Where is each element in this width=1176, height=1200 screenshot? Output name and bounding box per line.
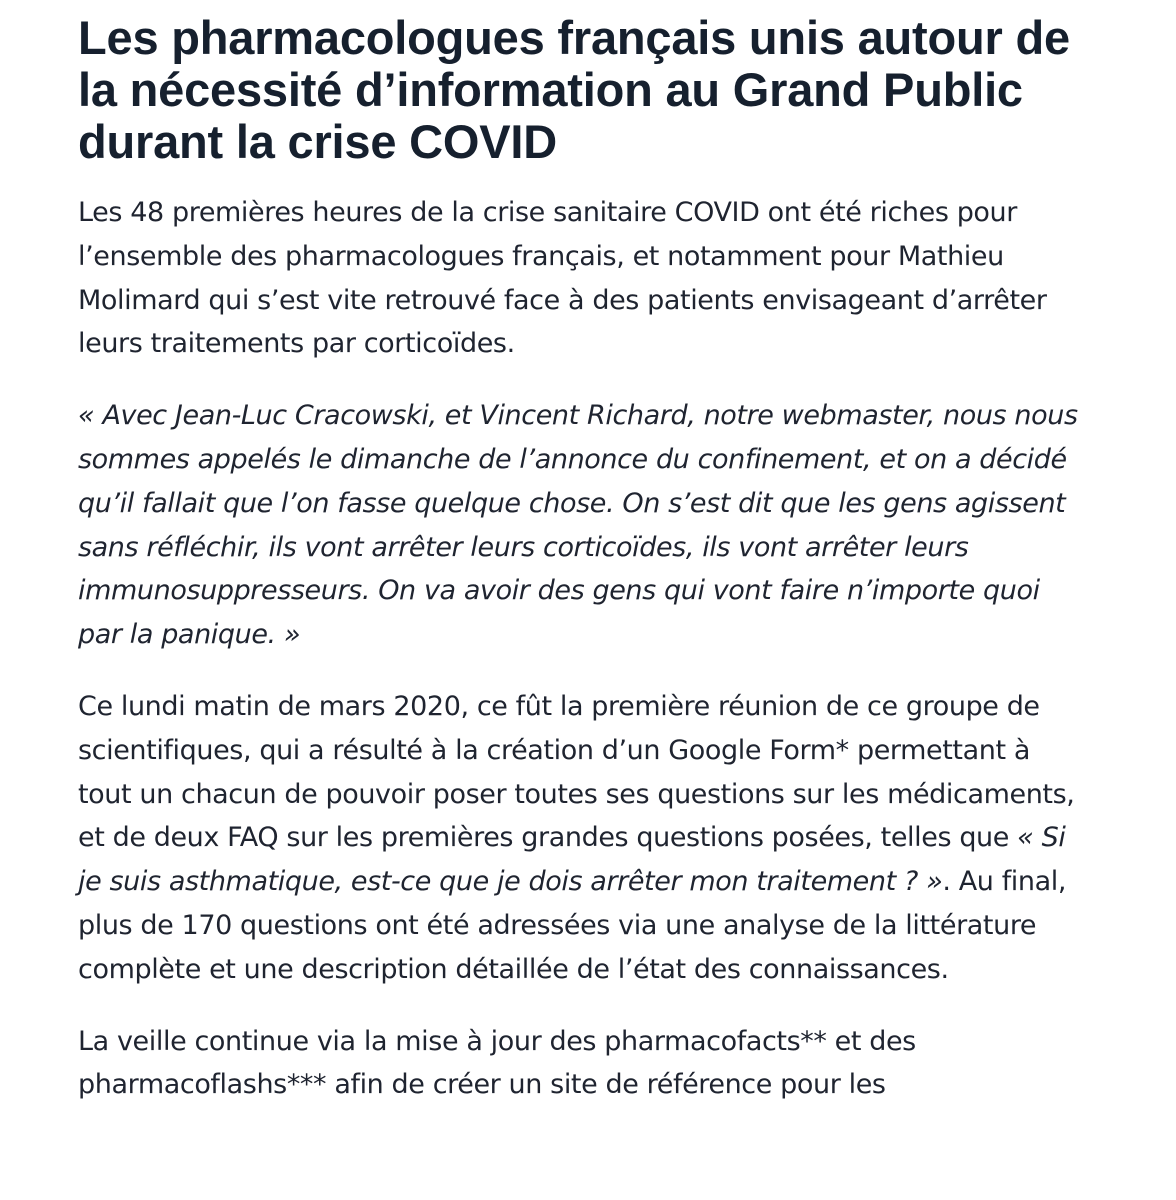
paragraph-intro: Les 48 premières heures de la crise sanitaire COVID ont été riches pour l’ensemble des pharmacologues français, et notamment pour Mathieu Molimard qui s’est vite retrouvé face à des patients envisageant d’arrêter leurs traitements par corticoïdes. — [78, 197, 1047, 360]
paragraph-watch: La veille continue via la mise à jour des pharmacofacts** et des pharmacoflashs*** afin de créer un site de référence pour les — [78, 1025, 916, 1101]
quote-paragraph: « Avec Jean-Luc Cracowski, et Vincent Richard, notre webmaster, nous nous sommes appelés le dimanche de l’annonce du confinement, et on a décidé qu’il fallait que l’on fasse quelque chose. On s’est dit que les gens agissent sans réfléchir, ils vont arrêter leurs corticoïdes, ils vont arrêter leurs immunosuppresseurs. On va avoir des gens qui vont faire n’importe quoi par la panique. » — [78, 400, 1078, 651]
article — [78, 12, 1088, 1107]
article-title: Les pharmacologues français unis autour de la nécessité d’information au Grand Public durant la crise COVID — [78, 11, 1070, 168]
paragraph-meeting-quote: « Si je suis asthmatique, est-ce que je dois arrêter mon traitement ? » — [78, 822, 1066, 898]
paragraph-meeting-text: Ce lundi matin de mars 2020, ce fût la première réunion de ce groupe de scientifiques, qui a résulté à la création d’un Google Form* permettant à tout un chacun de pouvoir poser toutes ses questions sur les médicaments, et de deux FAQ sur les premières grandes questions posées, telles que — [78, 690, 1075, 854]
paragraph-meeting — [78, 685, 1088, 992]
paragraph-meeting-text-end: . Au final, plus de 170 questions ont été adressées via une analyse de la littérature complète et une description détaillée de l’état des connaissances. — [78, 866, 1067, 985]
